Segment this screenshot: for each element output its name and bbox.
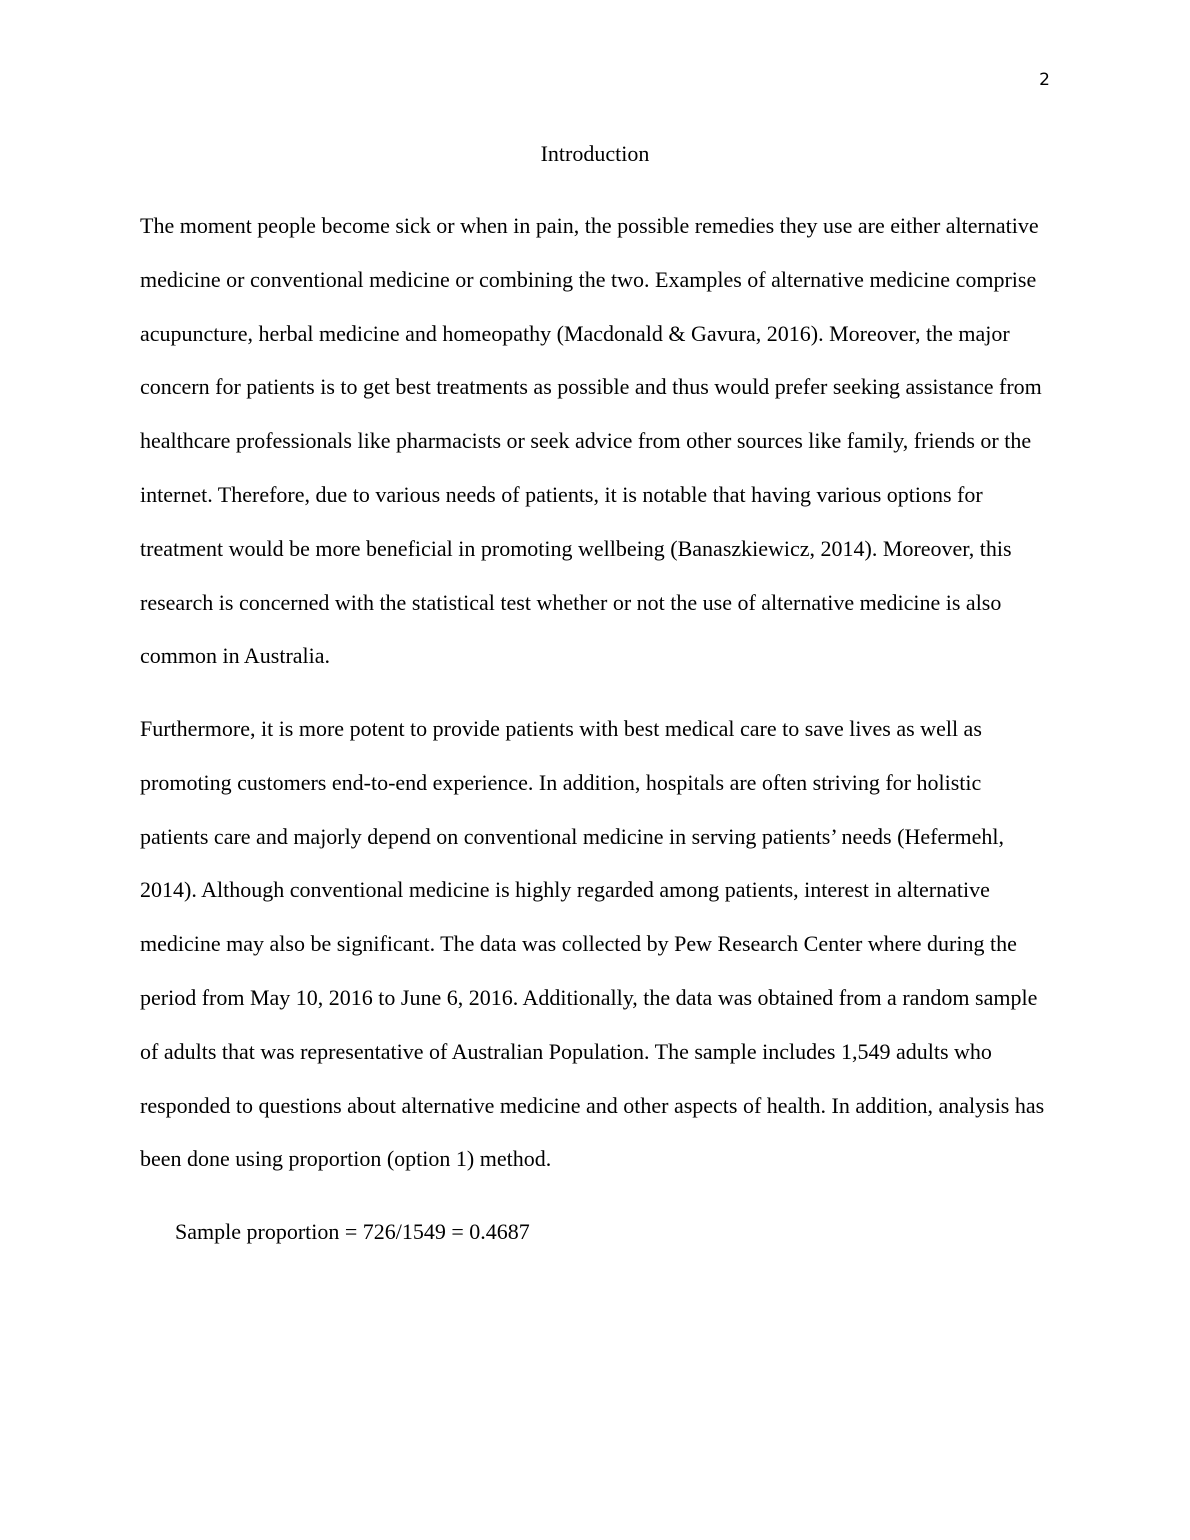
section-title: Introduction bbox=[540, 141, 650, 166]
body-paragraph: Furthermore, it is more potent to provide patients with best medical care to save lives as well as promoting customers end-to-end experience. In addition, hospitals are often striving for holistic patients care and majorly depend on conventional medicine in serving patients’ needs (Hefermehl, 2014). Although conventional medicine is highly regarded among patients, interest in alternative medicine may also be significant. The data was collected by Pew Research Center where during the period from May 10, 2016 to June 6, 2016. Additionally, the data was obtained from a random sample of adults that was representative of Australian Population. The sample includes 1,549 adults who responded to questions about alternative medicine and other aspects of health. In addition, analysis has been done using proportion (option 1) method. bbox=[140, 716, 1045, 1172]
body-paragraph: The moment people become sick or when in pain, the possible remedies they use are either alternative medicine or conventional medicine or combining the two. Examples of alternative medicine comprise acupuncture, herbal medicine and homeopathy (Macdonald & Gavura, 2016). Moreover, the major concern for patients is to get best treatments as possible and thus would prefer seeking assistance from healthcare professionals like pharmacists or seek advice from other sources like family, friends or the internet. Therefore, due to various needs of patients, it is notable that having various options for treatment would be more beneficial in promoting wellbeing (Banaszkiewicz, 2014). Moreover, this research is concerned with the statistical test whether or not the use of alternative medicine is also common in Australia. bbox=[140, 213, 1042, 669]
page-number: 2 bbox=[1039, 70, 1050, 90]
sample-proportion-equation: Sample proportion = 726/1549 = 0.4687 bbox=[175, 1219, 530, 1244]
